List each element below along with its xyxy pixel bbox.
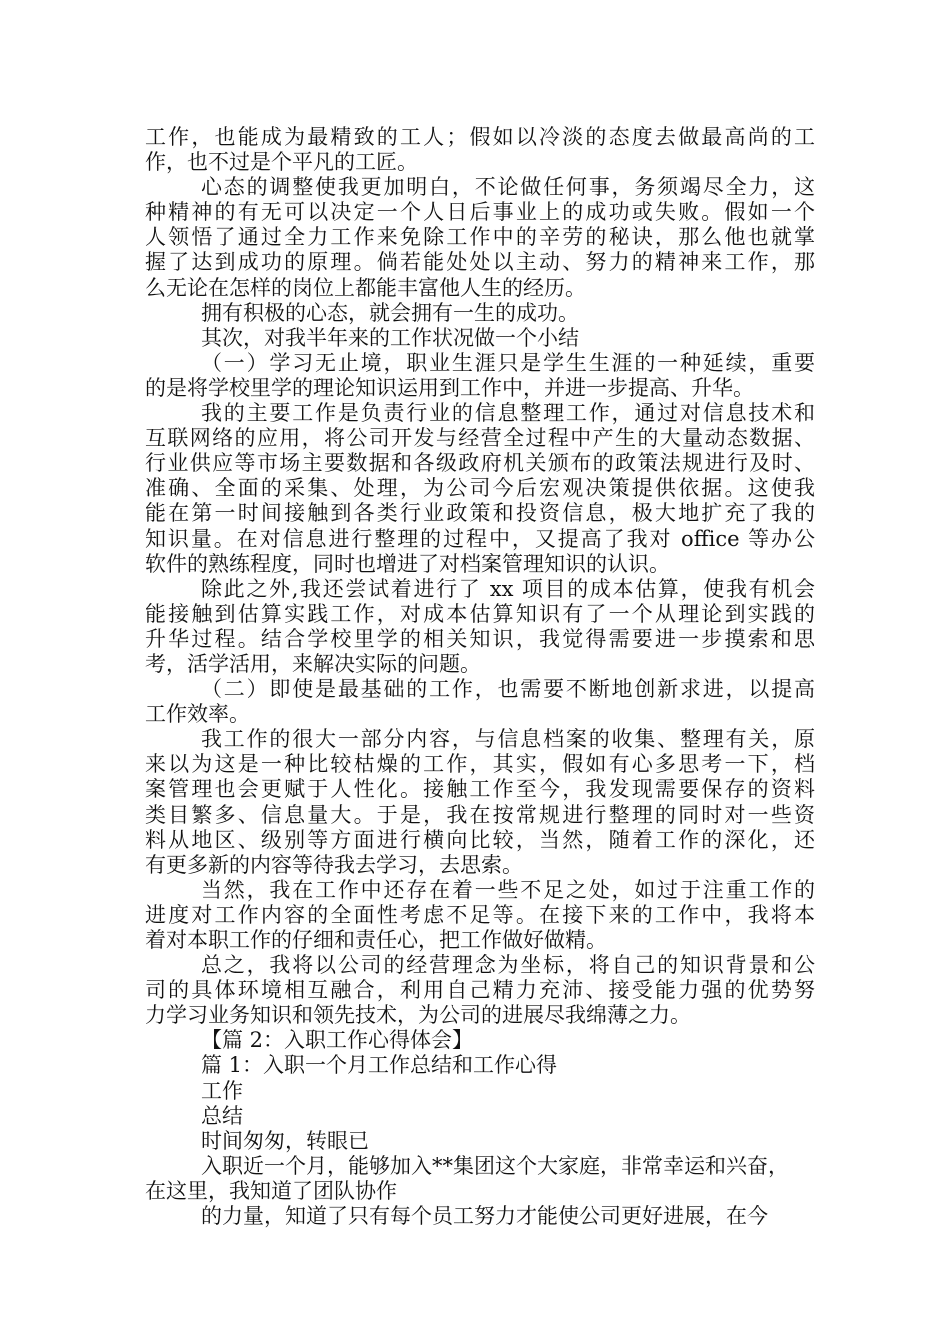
text-line: 其次，对我半年来的工作状况做一个小结 — [201, 325, 579, 350]
text-line: 着对本职工作的仔细和责任心，把工作做好做精。 — [145, 928, 607, 952]
text-line: 考，活学活用，来解决实际的问题。 — [145, 651, 481, 676]
text-line: 篇 1：入职一个月工作总结和工作心得 — [201, 1053, 558, 1078]
text-line: 心态的调整使我更加明白，不论做任何事，务须竭尽全力，这 — [201, 175, 815, 200]
text-line: 总结 — [201, 1103, 243, 1128]
text-line: 握了达到成功的原理。倘若能处处以主动、努力的精神来工作，那 — [145, 250, 815, 275]
text-line: 除此之外,我还尝试着进行了 xx 项目的成本估算，使我有机会 — [201, 576, 815, 601]
text-line: 的力量，知道了只有每个员工努力才能使公司更好进展，在今 — [201, 1204, 768, 1229]
text-line: 工作，也能成为最精致的工人；假如以冷淡的态度去做最高尚的工 — [145, 125, 815, 149]
text-line: （二）即使是最基础的工作，也需要不断地创新求进，以提高 — [201, 677, 815, 702]
text-line: 总之，我将以公司的经营理念为坐标，将自己的知识背景和公 — [201, 953, 815, 978]
text-line: 入职近一个月，能够加入**集团这个大家庭，非常幸运和兴奋， — [201, 1153, 789, 1178]
text-line: 作，也不过是个平凡的工匠。 — [145, 150, 418, 175]
text-line: （一）学习无止境，职业生涯只是学生生涯的一种延续，重要 — [201, 350, 815, 375]
text-line: 来以为这是一种比较枯燥的工作，其实，假如有心多思考一下，档 — [145, 752, 815, 777]
text-line: 进度对工作内容的全面性考虑不足等。在接下来的工作中，我将本 — [145, 902, 815, 927]
text-line: 类目繁多、信息量大。于是，我在按常规进行整理的同时对一些资 — [145, 802, 815, 827]
text-line: 软件的熟练程度，同时也增进了对档案管理知识的认识。 — [145, 551, 670, 576]
text-line: 能接触到估算实践工作，对成本估算知识有了一个从理论到实践的 — [145, 601, 815, 626]
text-line: 的是将学校里学的理论知识运用到工作中，并进一步提高、升华。 — [145, 375, 754, 400]
text-line: 么无论在怎样的岗位上都能丰富他人生的经历。 — [145, 275, 586, 300]
text-line: 互联网络的应用，将公司开发与经营全过程中产生的大量动态数据、 — [145, 426, 815, 451]
section-heading: 【篇 2：入职工作心得体会】 — [201, 1028, 474, 1053]
text-line: 行业供应等市场主要数据和各级政府机关颁布的政策法规进行及时、 — [145, 451, 815, 476]
text-line: 知识量。在对信息进行整理的过程中，又提高了我对 office 等办公 — [145, 526, 815, 551]
text-line: 能在第一时间接触到各类行业政策和投资信息，极大地扩充了我的 — [145, 501, 815, 526]
text-line: 工作 — [201, 1078, 243, 1103]
text-line: 案管理也会更赋于人性化。接触工作至今，我发现需要保存的资料 — [145, 777, 815, 802]
text-line: 工作效率。 — [145, 702, 250, 727]
text-line: 力学习业务知识和领先技术，为公司的进展尽我绵薄之力。 — [145, 1003, 691, 1028]
text-line: 当然，我在工作中还存在着一些不足之处，如过于注重工作的 — [201, 877, 815, 902]
text-line: 拥有积极的心态，就会拥有一生的成功。 — [201, 300, 579, 325]
text-line: 准确、全面的采集、处理，为公司今后宏观决策提供依据。这使我 — [145, 476, 815, 501]
text-line: 我工作的很大一部分内容，与信息档案的收集、整理有关，原 — [201, 727, 815, 752]
text-line: 料从地区、级别等方面进行横向比较，当然，随着工作的深化，还 — [145, 827, 815, 852]
text-line: 人领悟了通过全力工作来免除工作中的辛劳的秘诀，那么他也就掌 — [145, 225, 815, 250]
text-line: 在这里，我知道了团队协作 — [145, 1178, 397, 1203]
text-line: 时间匆匆，转眼已 — [201, 1128, 369, 1153]
text-line: 有更多新的内容等待我去学习，去思索。 — [145, 852, 523, 877]
text-line: 升华过程。结合学校里学的相关知识，我觉得需要进一步摸索和思 — [145, 626, 815, 651]
document-body — [145, 125, 815, 1229]
text-line: 我的主要工作是负责行业的信息整理工作，通过对信息技术和 — [201, 401, 815, 426]
text-line: 司的具体环境相互融合，利用自己精力充沛、接受能力强的优势努 — [145, 978, 815, 1003]
text-line: 种精神的有无可以决定一个人日后事业上的成功或失败。假如一个 — [145, 200, 815, 225]
